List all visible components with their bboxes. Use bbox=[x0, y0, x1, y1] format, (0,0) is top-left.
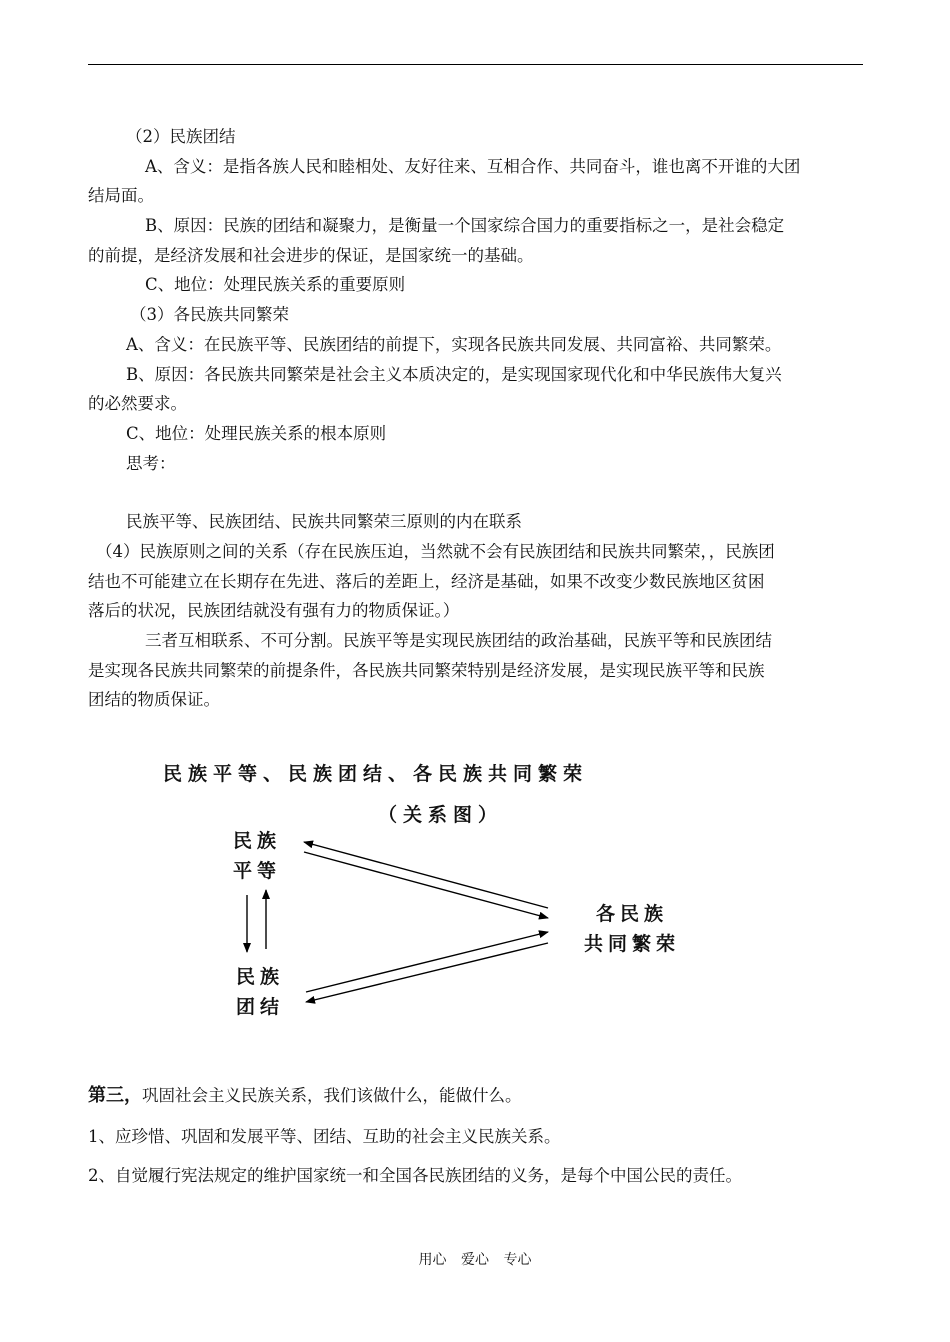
arrow-prosperity-to-equality bbox=[304, 842, 548, 908]
paragraph-line: 三者互相联系、不可分割。民族平等是实现民族团结的政治基础，民族平等和民族团结 bbox=[145, 631, 772, 650]
paragraph-line: 是实现各民族共同繁荣的前提条件，各民族共同繁荣特别是经济发展，是实现民族平等和民族 bbox=[88, 661, 765, 680]
arrow-unity-to-prosperity bbox=[306, 932, 548, 992]
paragraph-line: B、原因：各民族共同繁荣是社会主义本质决定的，是实现国家现代化和中华民族伟大复兴 bbox=[126, 365, 782, 384]
paragraph-line: 的必然要求。 bbox=[88, 394, 187, 413]
paragraph-line: 的前提，是经济发展和社会进步的保证，是国家统一的基础。 bbox=[88, 246, 534, 265]
paragraph-line: C、地位：处理民族关系的根本原则 bbox=[126, 424, 387, 443]
paragraph-line: 结局面。 bbox=[88, 186, 154, 205]
thinking-label: 思考： bbox=[126, 454, 176, 473]
page-footer: 用心 爱心 专心 bbox=[418, 1252, 532, 1268]
paragraph-line: （4）民族原则之间的关系（存在民族压迫，当然就不会有民族团结和民族共同繁荣，，民族团 bbox=[96, 542, 775, 561]
diagram-subtitle: （关系图） bbox=[378, 804, 504, 826]
section3-item-1: 1、应珍惜、巩固和发展平等、团结、互助的社会主义民族关系。 bbox=[88, 1127, 561, 1146]
paragraph-line: 结也不可能建立在长期存在先进、落后的差距上，经济是基础，如果不改变少数民族地区贫困 bbox=[88, 572, 765, 591]
heading-prosperity: （3）各民族共同繁荣 bbox=[130, 305, 289, 324]
node-equality-line2: 平等 bbox=[232, 860, 281, 882]
paragraph-line: C、地位：处理民族关系的重要原则 bbox=[145, 275, 406, 294]
node-unity-line1: 民族 bbox=[235, 966, 284, 988]
paragraph-line: A、含义：是指各族人民和睦相处、友好往来、互相合作、共同奋斗，谁也离不开谁的大团 bbox=[145, 157, 801, 176]
section3-heading-bold: 第三， bbox=[88, 1085, 142, 1106]
paragraph-line: 民族平等、民族团结、民族共同繁荣三原则的内在联系 bbox=[126, 512, 522, 531]
heading-unity: （2）民族团结 bbox=[126, 127, 236, 146]
arrow-equality-to-prosperity bbox=[304, 852, 548, 918]
node-equality-line1: 民族 bbox=[232, 830, 281, 852]
node-unity-line2: 团结 bbox=[235, 996, 284, 1018]
node-prosperity-line2: 共同繁荣 bbox=[583, 933, 680, 955]
section3-heading-text: 巩固社会主义民族关系，我们该做什么，能做什么。 bbox=[142, 1086, 522, 1105]
node-prosperity-line1: 各民族 bbox=[595, 903, 668, 925]
paragraph-line: 团结的物质保证。 bbox=[88, 690, 220, 709]
diagram-title: 民族平等、民族团结、各民族共同繁荣 bbox=[163, 763, 589, 785]
arrow-prosperity-to-unity bbox=[306, 943, 548, 1002]
section3-heading bbox=[88, 1086, 522, 1106]
paragraph-line: A、含义：在民族平等、民族团结的前提下，实现各民族共同发展、共同富裕、共同繁荣。 bbox=[126, 335, 782, 354]
section3-item-2: 2、自觉履行宪法规定的维护国家统一和全国各民族团结的义务，是每个中国公民的责任。 bbox=[88, 1166, 742, 1185]
paragraph-line: B、原因：民族的团结和凝聚力，是衡量一个国家综合国力的重要指标之一，是社会稳定 bbox=[145, 216, 785, 235]
paragraph-line: 落后的状况，民族团结就没有强有力的物质保证。） bbox=[88, 601, 460, 620]
